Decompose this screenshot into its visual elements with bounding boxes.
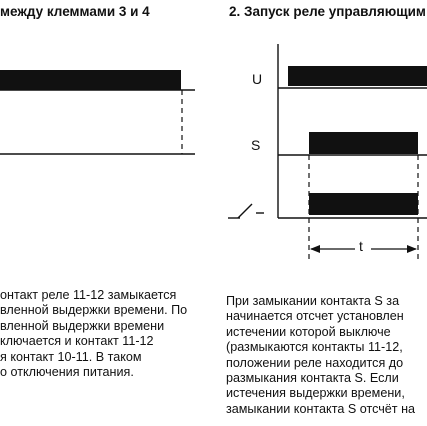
t-arrow-left (310, 245, 320, 253)
u-signal-bar (288, 66, 427, 86)
right-paragraph-line: замыкании контакта S отсчёт на (226, 401, 416, 416)
right-section-heading: 2. Запуск реле управляющим (229, 4, 426, 19)
output-signal-bar (309, 193, 418, 215)
right-paragraph-line: размыкания контакта S. Если (226, 371, 399, 386)
left-paragraph-line: вленной выдержки времени (0, 318, 165, 333)
right-timing-diagram (228, 44, 427, 262)
left-paragraph-line: я контакт 10-11. В таком (0, 349, 142, 364)
right-paragraph-line: истечении которой выключе (226, 324, 391, 339)
left-paragraph-line: вленной выдержки времени. По (0, 303, 188, 318)
t-arrow-right (407, 245, 417, 253)
right-paragraph-line: начинается отсчет установлен (226, 309, 404, 324)
right-paragraph-line: истечения выдержки времени, (226, 386, 405, 401)
t-label-backdrop (355, 240, 371, 252)
left-paragraph-line: ключается и контакт 11-12 (0, 334, 154, 349)
t-label: t (359, 238, 363, 254)
switch-symbol (238, 204, 252, 218)
left-timing-diagram (0, 70, 195, 154)
s-label: S (251, 137, 261, 153)
left-output-pulse-bar (0, 70, 181, 90)
u-label: U (252, 71, 263, 87)
right-paragraph (226, 294, 415, 417)
left-section-heading: между клеммами 3 и 4 (0, 4, 150, 19)
right-paragraph-line: положении реле находится до (226, 355, 404, 370)
left-paragraph (0, 288, 187, 380)
right-paragraph-line: (размыкаются контакты 11-12, (226, 340, 403, 355)
s-signal-bar (309, 132, 418, 154)
right-paragraph-line: При замыкании контакта S за (226, 294, 400, 308)
left-paragraph-line: онтакт реле 11-12 замыкается (0, 288, 177, 302)
left-paragraph-line: о отключения питания. (0, 365, 134, 380)
